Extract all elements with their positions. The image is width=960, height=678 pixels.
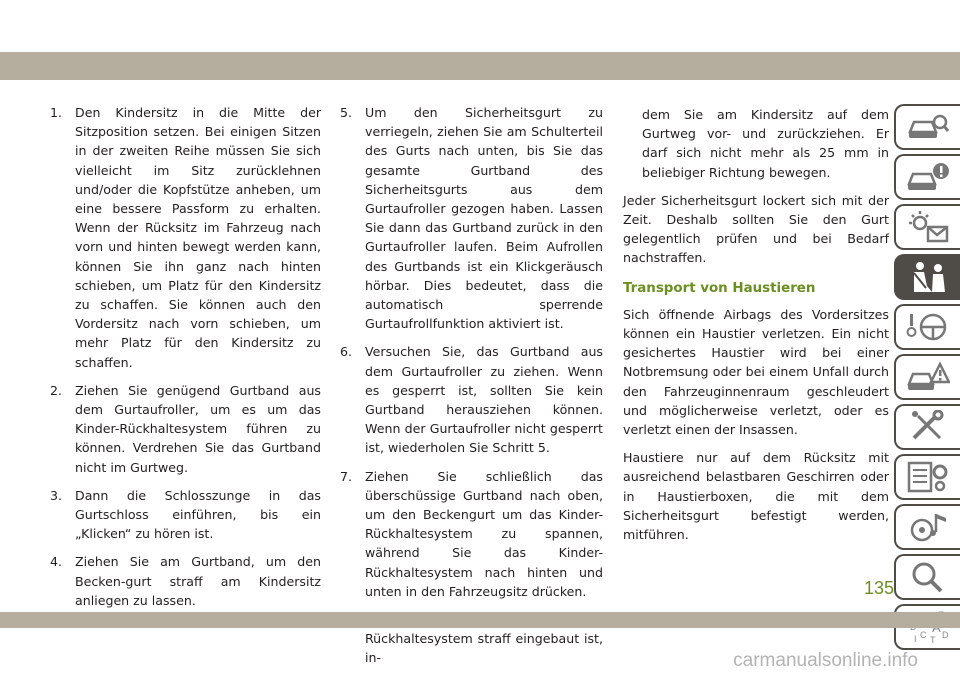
step-text: Rückhaltesystem straff eingebaut ist, in- [365,631,603,666]
step-number: 5. [340,105,353,120]
step-text: Um den Sicherheitsgurt zu verriegeln, ziehen Sie am Schulterteil des Gurts nach unten, bis Sie das gesamte Gurtband des Sicherheitsgurts aus dem Gurtaufroller gezogen haben. Lassen Sie dann das Gurtband zurück in den Gurtaufroller laufen. Beim Aufrollen des Gurtbands ist ein Klickgeräusch hörbar. Dies bedeutet, dass die automatisch sperrende Gurtaufrollfunktion aktiviert ist. [365,105,603,332]
tab-magnifier[interactable] [894,554,960,600]
column-1 [50,103,321,619]
step-number: 2. [50,382,63,398]
step-text: Versuchen Sie, das Gurtband aus dem Gurtaufroller zu ziehen. Wenn es gesperrt ist, sollten Sie kein Gurtband herausziehen können. Wenn der Gurtaufroller nicht gesperrt ist, wiederholen Sie Schritt 5. [365,344,603,456]
step-text: Den Kindersitz in die Mitte der Sitzposition setzen. Bei einigen Sitzen in der zweiten Reihe müssen Sie sich vielleicht im Sitz zurücklehnen und/oder die Kopfstütze anheben, um eine bessere Passform zu erhalten. Wenn der Rücksitz im Fahrzeug nach vorn und hinten bewegt werden kann, können Sie ihn ganz nach hinten schieben, um Platz für den Kindersitz zu schaffen. Sie können auch den Vordersitz nach vorn schieben, um mehr Platz für den Kindersitz zu schaffen. [75,105,321,370]
car-search-icon [906,110,950,144]
list-item [340,342,603,457]
list-item [50,486,321,544]
tab-car-warning[interactable] [894,354,960,400]
tab-spec-list[interactable] [894,454,960,500]
warning-lights-icon [906,210,950,244]
index-letter: T [930,635,936,644]
column-2 [340,103,603,677]
chapter-tabs [894,104,960,654]
seat-safety-icon [906,260,950,294]
step-number: 4. [50,554,63,570]
step-text: Ziehen Sie genügend Gurtband aus dem Gurtaufroller, um es um das Kinder-Rückhaltesystem führen zu können. Verdrehen Sie das Gurtband nicht im Gurtweg. [75,382,321,475]
top-band [0,52,960,80]
tab-steering-wheel[interactable] [894,304,960,350]
step-number: 6. [340,344,353,360]
tab-car-info[interactable] [894,154,960,200]
step-text: Dann die Schlosszunge in das Gurtschloss einführen, bis ein „Klicken“ zu hören ist. [75,487,321,542]
steps-list-1 [50,103,321,610]
tab-car-search[interactable] [894,104,960,150]
list-item [50,552,321,610]
list-item [340,103,603,333]
index-letter: D [942,630,949,640]
spec-list-icon [906,460,950,494]
page-number: 135 [863,578,894,598]
section-heading: Transport von Haustieren [623,280,816,296]
index-letter: C [920,630,927,640]
step-number: 3. [50,487,63,503]
tab-multimedia[interactable] [894,504,960,550]
watermark: carmanualsonline.info [733,650,918,671]
steps-list-2 [340,103,603,668]
paragraph-pet-transport: Haustiere nur auf dem Rücksitz mit ausreichend belastbaren Geschirren oder in Haustierboxen, die mit dem Sicherheitsgurt befestigt werden, mitführen. [623,450,889,543]
step-continuation: dem Sie am Kindersitz auf dem Gurtweg vor- und zurückziehen. Er darf sich nicht mehr als 25 mm in beliebiger Richtung bewegen. [642,107,889,180]
column-3 [623,105,889,553]
car-warning-icon [906,360,950,394]
step-text: Ziehen Sie am Gurtband, um den Becken-gurt straff am Kindersitz anliegen zu lassen. [75,554,321,608]
bottom-band [0,612,960,628]
car-info-icon [906,160,950,194]
paragraph-belt-check: Jeder Sicherheitsgurt lockert sich mit der Zeit. Deshalb sollten Sie den Gurt gelegentlich prüfen und bei Bedarf nachstraffen. [623,192,889,266]
wrench-icon [906,410,950,444]
step-text: Ziehen Sie schließlich das überschüssige Gurtband nach oben, um den Beckengurt um das Kinder-Rückhaltesystem zu spannen, während Sie das Kinder-Rückhaltesystem nach hinten und unten in den Fahrzeugsitz drücken. [365,468,603,599]
step-number: 1. [50,105,63,120]
paragraph-airbag-warning: Sich öffnende Airbags des Vordersitzes können ein Haustier verletzen. Ein nicht gesichertes Haustier wird bei einer Notbremsung oder bei einem Unfall durch den Fahrzeuginnenraum geschleudert und möglicherweise verletzt, oder es verletzt einen der Insassen. [623,306,889,438]
tab-wrench[interactable] [894,404,960,450]
magnifier-icon [906,560,950,594]
list-item [50,381,321,477]
index-letter: I [914,634,917,644]
tab-seat-safety[interactable] [894,254,960,300]
step-number: 7. [340,468,353,484]
tab-warning-lights[interactable] [894,204,960,250]
multimedia-icon [906,510,950,544]
steering-wheel-icon [906,310,950,344]
list-item [50,103,321,372]
list-item [340,467,603,601]
